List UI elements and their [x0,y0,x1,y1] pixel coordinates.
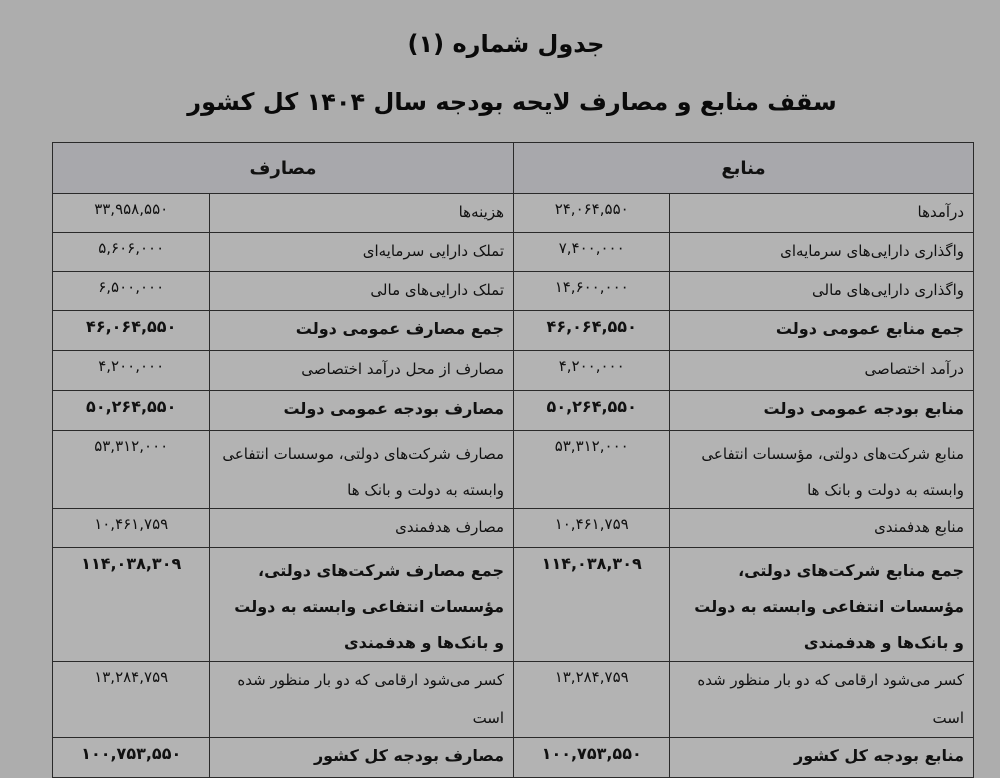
expenditure-label: مصارف شرکت‌های دولتی، موسسات انتفاعی وابسته به دولت و بانک ها [222,445,505,499]
resource-value: ۲۴,۰۶۴,۵۵۰ [514,194,670,233]
expenditure-value: ۱۰,۴۶۱,۷۵۹ [53,509,210,548]
expenditure-label-cell [210,431,514,509]
document-subtitle: سقف منابع و مصارف لایحه بودجه سال ۱۴۰۴ کل کشور [187,88,837,116]
table-row [53,194,974,233]
resource-label: درآمد اختصاصی [864,360,964,378]
expenditure-label: مصارف از محل درآمد اختصاصی [301,360,505,378]
table-row-subtotal [53,548,974,662]
resource-label-cell [670,548,974,662]
expenditure-label-cell [210,194,514,233]
resource-value: ۱۰,۴۶۱,۷۵۹ [514,509,670,548]
resource-value: ۴,۲۰۰,۰۰۰ [514,351,670,391]
expenditure-label: تملک دارایی سرمایه‌ای [362,242,505,260]
resource-value: ۷,۴۰۰,۰۰۰ [514,233,670,272]
expenditure-value: ۴۶,۰۶۴,۵۵۰ [53,311,210,351]
expenditure-value: ۵۰,۲۶۴,۵۵۰ [53,391,210,431]
table-row [53,351,974,391]
resource-label-cell [670,391,974,431]
resource-value: ۱۱۴,۰۳۸,۳۰۹ [514,548,670,662]
resource-value: ۱۳,۲۸۴,۷۵۹ [514,662,670,738]
budget-table [52,142,974,778]
expenditure-label: جمع مصارف شرکت‌های دولتی، مؤسسات انتفاعی وابسته به دولت و بانک‌ها و هدفمندی [234,561,505,652]
expenditure-value: ۶,۵۰۰,۰۰۰ [53,272,210,311]
expenditure-label-cell [210,548,514,662]
expenditure-label: مصارف بودجه کل کشور [313,746,505,765]
expenditure-label-cell [210,351,514,391]
table-header-row [53,143,974,194]
expenditure-value: ۵,۶۰۶,۰۰۰ [53,233,210,272]
table-row-subtotal [53,391,974,431]
resource-label-cell [670,194,974,233]
resource-value: ۱۴,۶۰۰,۰۰۰ [514,272,670,311]
resource-label-cell [670,233,974,272]
resource-label: منابع بودجه کل کشور [794,746,964,765]
resource-label: منابع شرکت‌های دولتی، مؤسسات انتفاعی وابسته به دولت و بانک ها [701,445,964,499]
expenditure-value: ۵۳,۳۱۲,۰۰۰ [53,431,210,509]
resource-label: منابع هدفمندی [874,518,964,536]
expenditure-label: جمع مصارف عمومی دولت [295,319,505,338]
resource-value: ۵۳,۳۱۲,۰۰۰ [514,431,670,509]
resource-label: جمع منابع شرکت‌های دولتی، مؤسسات انتفاعی وابسته به دولت و بانک‌ها و هدفمندی [694,561,964,652]
expenditure-value: ۱۳,۲۸۴,۷۵۹ [53,662,210,738]
resource-value: ۴۶,۰۶۴,۵۵۰ [514,311,670,351]
table-number-title: جدول شماره (۱) [407,30,605,58]
expenditure-label: تملک دارایی‌های مالی [370,281,505,299]
resource-label: واگذاری دارایی‌های سرمایه‌ای [780,242,964,260]
table-row-total [53,738,974,778]
resource-value: ۵۰,۲۶۴,۵۵۰ [514,391,670,431]
expenditure-value: ۱۱۴,۰۳۸,۳۰۹ [53,548,210,662]
expenditure-label-cell [210,509,514,548]
expenditure-label-cell [210,233,514,272]
expenditure-value: ۱۰۰,۷۵۳,۵۵۰ [53,738,210,778]
resources-header: منابع [514,143,974,194]
expenditure-label: هزینه‌ها [458,203,505,221]
resource-label: منابع بودجه عمومی دولت [763,399,964,418]
resource-label-cell [670,351,974,391]
resource-label-cell [670,311,974,351]
expenditure-label: مصارف بودجه عمومی دولت [283,399,505,418]
expenditure-label: مصارف هدفمندی [395,518,505,536]
resource-label-cell [670,662,974,738]
resource-label: جمع منابع عمومی دولت [775,319,964,338]
resource-value: ۱۰۰,۷۵۳,۵۵۰ [514,738,670,778]
table-row [53,431,974,509]
table-row [53,509,974,548]
expenditure-label: کسر می‌شود ارقامی که دو بار منظور شده است [237,671,505,727]
resource-label-cell [670,272,974,311]
table-row [53,662,974,738]
expenditure-label-cell [210,662,514,738]
resource-label-cell [670,509,974,548]
resource-label: درآمدها [917,203,964,221]
expenditure-label-cell [210,391,514,431]
expenditure-value: ۴,۲۰۰,۰۰۰ [53,351,210,391]
expenditure-value: ۳۳,۹۵۸,۵۵۰ [53,194,210,233]
expenditure-label-cell [210,738,514,778]
resource-label: کسر می‌شود ارقامی که دو بار منظور شده است [697,671,964,727]
expenditures-header: مصارف [53,143,514,194]
table-row [53,272,974,311]
resource-label: واگذاری دارایی‌های مالی [812,281,964,299]
resource-label-cell [670,738,974,778]
resource-label-cell [670,431,974,509]
expenditure-label-cell [210,272,514,311]
table-row-subtotal [53,311,974,351]
expenditure-label-cell [210,311,514,351]
table-row [53,233,974,272]
